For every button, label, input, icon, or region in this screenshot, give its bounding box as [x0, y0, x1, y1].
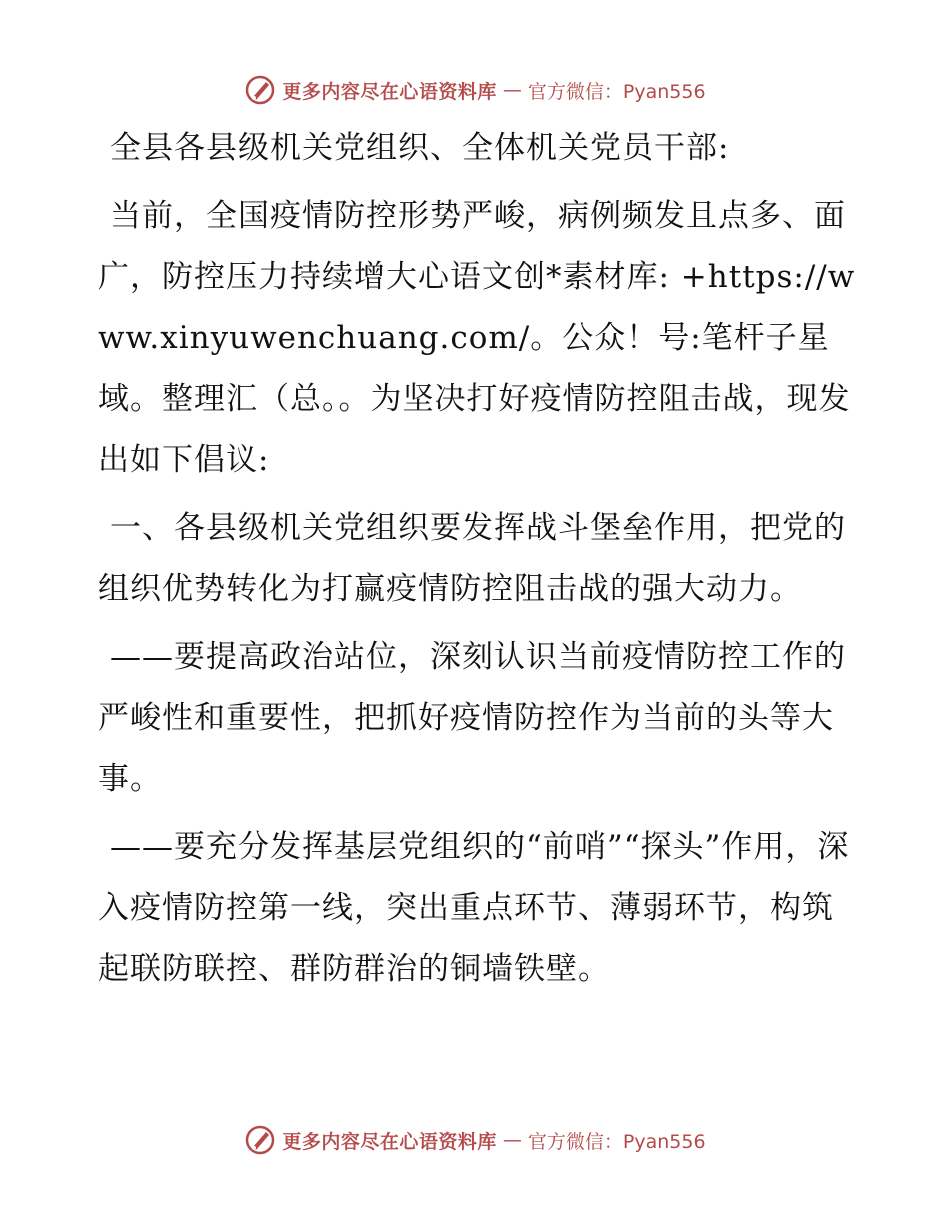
- paragraph-political-stance: ——要提高政治站位，深刻认识当前疫情防控工作的严峻性和重要性，把抓好疫情防控作为当前的头等大事。: [98, 639, 846, 797]
- paragraph-frontline-role: ——要充分发挥基层党组织的“前哨”“探头”作用，深入疫情防控第一线，突出重点环节、薄弱环节，构筑起联防联控、群防群治的铜墙铁壁。: [98, 829, 850, 987]
- pen-logo-icon: [244, 1124, 276, 1156]
- watermark-contact-text: 官方微信：Pyan556: [527, 1130, 706, 1153]
- watermark-separator: —: [502, 1129, 522, 1151]
- paragraph-intro: 当前，全国疫情防控形势严峻，病例频发且点多、面广，防控压力持续增大心语文创*素材库: +https://www.xinyuwenchuang.com/。公众！号:笔杆子星域。整理汇（总。。为坚决打好疫情防控阻击战，现发出如下倡议:: [98, 198, 856, 478]
- header-watermark: [0, 73, 950, 107]
- paragraph-item-one: 一、各县级机关党组织要发挥战斗堡垒作用，把党的组织优势转化为打赢疫情防控阻击战的强大动力。: [98, 510, 846, 607]
- footer-watermark: [0, 1123, 950, 1157]
- watermark-separator: —: [502, 79, 522, 101]
- watermark-contact-text: 官方微信：Pyan556: [527, 80, 706, 103]
- pen-logo-icon: [244, 74, 276, 106]
- watermark-site-text: 更多内容尽在心语资料库: [282, 1130, 497, 1153]
- watermark-site-text: 更多内容尽在心语资料库: [282, 80, 497, 103]
- salutation: 全县各县级机关党组织、全体机关党员干部:: [110, 130, 730, 166]
- document-body: [98, 118, 858, 1007]
